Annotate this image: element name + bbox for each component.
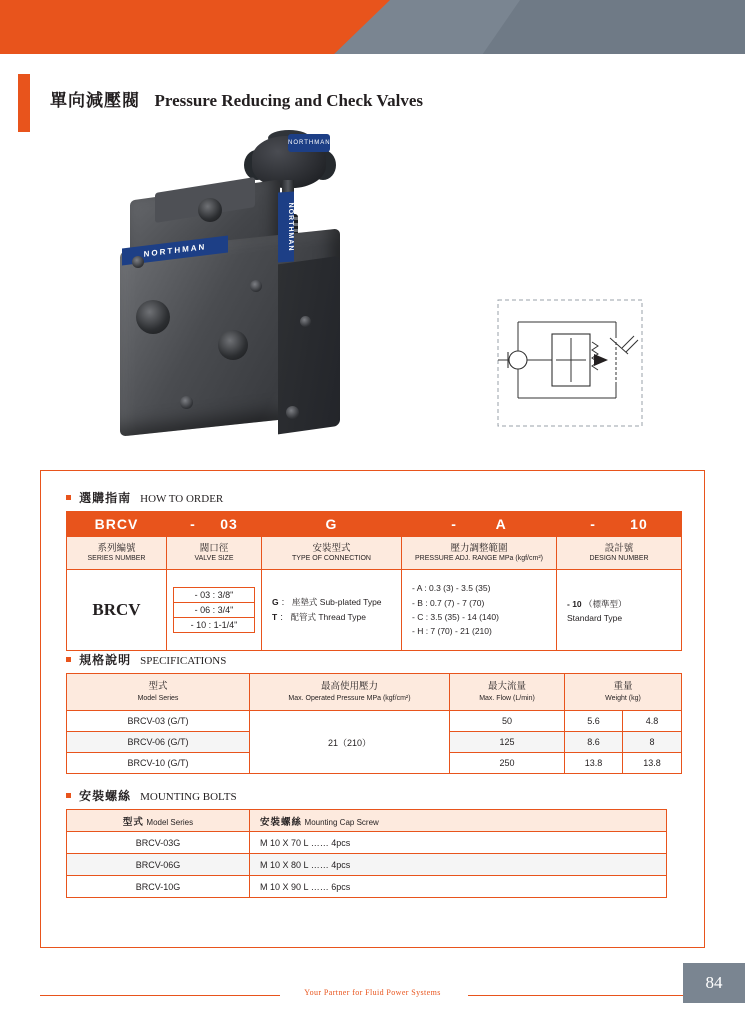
- connection-cn-t: 配管式: [290, 613, 316, 623]
- heading-cn: 安裝螺絲: [79, 789, 132, 803]
- bolt-icon-3: [180, 396, 193, 409]
- bolt-header-row: [67, 810, 667, 832]
- content-panel: [40, 470, 705, 948]
- spec-header-flow-cn: 最大流量: [487, 681, 526, 693]
- order-header-series: [67, 537, 167, 570]
- spec-weight-t-06: 8: [623, 732, 682, 753]
- symbol-svg: [496, 298, 644, 428]
- code-design-value: 10: [630, 516, 648, 532]
- order-header-connection-cn: 安裝型式: [312, 542, 351, 554]
- connection-cn-g: 座墊式: [291, 597, 318, 608]
- connection-option-g: G ： 座墊式 Sub-plated Type: [272, 596, 382, 608]
- bolt-icon-2: [250, 280, 262, 292]
- heading-en: MOUNTING BOLTS: [140, 791, 237, 803]
- order-code-pressure: [402, 512, 557, 537]
- section-heading-how-to-order: [66, 489, 223, 506]
- valve-size-option-06: - 06 : 3/4": [173, 603, 255, 618]
- order-series-cell: [67, 570, 167, 651]
- order-header-size-en: VALVE SIZE: [194, 554, 234, 562]
- bolt-header-screw-en: Mounting Cap Screw: [304, 817, 379, 827]
- order-header-connection-en: TYPE OF CONNECTION: [292, 554, 371, 562]
- bolt-header-model-cn: 型式: [122, 816, 144, 828]
- section-heading-mounting-bolts: [66, 787, 237, 804]
- port-a-icon: [136, 300, 170, 334]
- bolt-model-06g: BRCV-06G: [67, 854, 250, 876]
- spec-header-weight-cn: 重量: [613, 681, 633, 693]
- connection-code-g: G: [272, 596, 279, 607]
- bolt-header-model: [67, 810, 250, 832]
- design-number-cn: （標準型）: [584, 600, 627, 611]
- order-series-value: BRCV: [92, 600, 141, 619]
- bolt-screw-06g: M 10 X 80 L …… 4pcs: [250, 854, 667, 876]
- spec-header-weight: [565, 674, 682, 711]
- spec-header-model-cn: 型式: [148, 681, 168, 693]
- spec-model-10: BRCV-10 (G/T): [67, 753, 250, 774]
- body-brand-label-vertical: NORTHMAN: [278, 191, 294, 262]
- connection-option-t: T ： 配管式 Thread Type: [272, 612, 366, 623]
- footer-tagline: Your Partner for Fluid Power Systems: [304, 988, 441, 997]
- page-title: [50, 86, 423, 111]
- order-design-cell: [557, 570, 682, 651]
- pressure-range-a: - A : 0.3 (3) - 3.5 (35): [412, 583, 491, 594]
- connection-en-g: Sub-plated Type: [319, 596, 382, 607]
- design-number-en: Standard Type: [567, 612, 623, 623]
- design-number-code: - 10: [567, 599, 582, 610]
- code-size-value: 03: [220, 516, 238, 532]
- pressure-range-h: - H : 7 (70) - 21 (210): [412, 626, 492, 637]
- spec-model-03: BRCV-03 (G/T): [67, 711, 250, 732]
- page-number: 84: [683, 963, 745, 1003]
- connection-code-t: T: [272, 612, 278, 622]
- hydraulic-symbol-diagram: [496, 298, 644, 428]
- order-body-row: [67, 570, 682, 651]
- spec-header-flow-en: Max. Flow (L/min): [479, 694, 535, 702]
- bolt-icon-5: [300, 316, 311, 327]
- order-header-size-cn: 閥口徑: [199, 542, 229, 554]
- order-size-cell: [167, 570, 262, 651]
- spec-header-row: [67, 674, 682, 711]
- order-header-series-en: SERIES NUMBER: [87, 554, 146, 562]
- top-banner: [0, 0, 745, 58]
- order-connection-cell: [262, 570, 402, 651]
- spec-weight-t-10: 13.8: [623, 753, 682, 774]
- banner-grey-block-2: [480, 0, 745, 58]
- spec-header-pressure-en: Max. Operated Pressure MPa (kgf/cm²): [288, 694, 411, 702]
- order-header-row: [67, 537, 682, 570]
- order-header-design: [557, 537, 682, 570]
- spec-header-flow: [450, 674, 565, 711]
- table-row: [67, 876, 667, 898]
- valve-size-option-10: - 10 : 1-1/4": [173, 618, 255, 633]
- order-header-connection: [262, 537, 402, 570]
- dash-2: -: [451, 516, 457, 532]
- design-number-line: [563, 597, 675, 612]
- order-pressure-cell: [402, 570, 557, 651]
- bolt-screw-10g: M 10 X 90 L …… 6pcs: [250, 876, 667, 898]
- bolt-header-screw-cn: 安裝螺絲: [260, 816, 303, 828]
- page-title-en: Pressure Reducing and Check Valves: [154, 91, 424, 110]
- spec-flow-06: 125: [450, 732, 565, 753]
- bullet-square-icon: [66, 495, 71, 500]
- spec-pressure-merged: 21（210）: [250, 711, 450, 774]
- spec-weight-g-10: 13.8: [565, 753, 623, 774]
- spec-model-06: BRCV-06 (G/T): [67, 732, 250, 753]
- knob-brand-badge: NORTHMAN: [288, 134, 330, 152]
- order-code-series: BRCV: [67, 512, 167, 537]
- order-code-row: [67, 512, 682, 537]
- table-row: [67, 854, 667, 876]
- order-header-size: [167, 537, 262, 570]
- order-header-design-en: DESIGN NUMBER: [589, 554, 649, 562]
- banner-white-stripe: [0, 54, 745, 58]
- spec-flow-10: 250: [450, 753, 565, 774]
- spec-flow-03: 50: [450, 711, 565, 732]
- bolt-model-10g: BRCV-10G: [67, 876, 250, 898]
- connection-en-t: Thread Type: [318, 612, 366, 622]
- order-code-size: [167, 512, 262, 537]
- bullet-square-icon: [66, 657, 71, 662]
- dash-3: -: [590, 516, 596, 532]
- spec-header-pressure: [250, 674, 450, 711]
- heading-en: SPECIFICATIONS: [140, 655, 227, 667]
- spec-weight-g-06: 8.6: [565, 732, 623, 753]
- body-brand-label: NORTHMAN: [122, 235, 228, 265]
- port-gauge-icon: [198, 198, 222, 222]
- bolt-screw-03g: M 10 X 70 L …… 4pcs: [250, 832, 667, 854]
- order-header-pressure: [402, 537, 557, 570]
- heading-cn: 規格說明: [79, 653, 132, 667]
- bolt-icon-1: [132, 256, 144, 268]
- dash-1: -: [190, 516, 196, 532]
- bolt-header-screw: [250, 810, 667, 832]
- specifications-table: [66, 673, 682, 774]
- how-to-order-table: [66, 511, 682, 651]
- port-b-icon: [218, 330, 248, 360]
- product-photo: [100, 130, 420, 440]
- order-header-series-cn: 系列編號: [97, 542, 136, 554]
- heading-cn: 選購指南: [79, 491, 132, 505]
- spec-header-model-en: Model Series: [137, 694, 179, 702]
- order-header-pressure-cn: 壓力調整範圍: [450, 542, 508, 554]
- mounting-bolts-table: [66, 809, 667, 898]
- table-row: [67, 711, 682, 732]
- valve-size-option-03: - 03 : 3/8": [173, 587, 255, 603]
- spec-header-model: [67, 674, 250, 711]
- bolt-model-03g: BRCV-03G: [67, 832, 250, 854]
- spec-weight-g-03: 5.6: [565, 711, 623, 732]
- pressure-range-b: - B : 0.7 (7) - 7 (70): [412, 597, 485, 608]
- bolt-icon-4: [286, 406, 299, 419]
- spec-header-pressure-cn: 最高使用壓力: [320, 681, 378, 693]
- code-pressure-value: A: [495, 516, 507, 532]
- order-code-design: [557, 512, 682, 537]
- bullet-square-icon: [66, 793, 71, 798]
- order-code-connection: G: [262, 512, 402, 537]
- heading-en: HOW TO ORDER: [140, 493, 224, 505]
- order-header-pressure-en: PRESSURE ADJ. RANGE MPa (kgf/cm²): [415, 554, 543, 562]
- order-header-design-cn: 設計號: [604, 542, 634, 554]
- bolt-header-model-en: Model Series: [146, 817, 194, 827]
- page-title-cn: 單向減壓閥: [50, 91, 140, 111]
- pressure-range-c: - C : 3.5 (35) - 14 (140): [412, 612, 499, 622]
- spec-header-weight-en: Weight (kg): [605, 694, 641, 702]
- title-accent-tab: [18, 74, 30, 132]
- spec-weight-t-03: 4.8: [623, 711, 682, 732]
- section-heading-specifications: [66, 651, 226, 668]
- table-row: [67, 832, 667, 854]
